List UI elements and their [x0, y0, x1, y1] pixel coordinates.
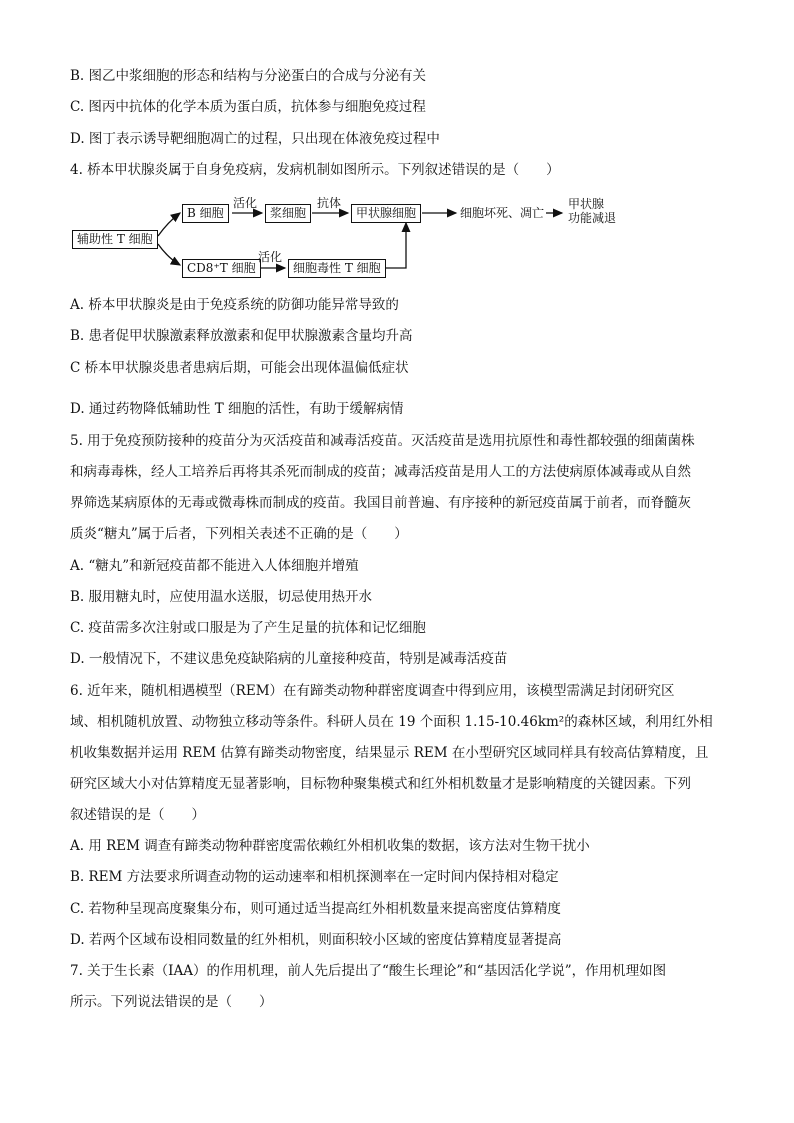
q5-stem-line2: 和病毒毒株，经人工培养后再将其杀死而制成的疫苗；减毒活疫苗是用人工的方法使病原体减毒或从自然 [70, 464, 691, 480]
q4-option-b: B. 患者促甲状腺激素释放激素和促甲状腺激素含量均升高 [70, 328, 413, 344]
antibody-label: 抗体 [317, 196, 342, 210]
q7-stem-line1: 7. 关于生长素（IAA）的作用机理，前人先后提出了“酸生长理论”和“基因活化学说”，作用机理如图 [70, 963, 667, 979]
arrow-helper-to-cd8 [158, 244, 180, 265]
q6-option-d: D. 若两个区域布设相同数量的红外相机，则面积较小区域的密度估算精度显著提高 [70, 932, 562, 948]
helper-t-cell-box: 辅助性 T 细胞 [72, 230, 158, 249]
thyroid-label-line1: 甲状腺 [568, 197, 605, 211]
q5-option-b: B. 服用糖丸时，应使用温水送服，切忌使用热开水 [70, 589, 373, 605]
q7-stem-line2: 所示。下列说法错误的是（ ） [70, 994, 273, 1010]
q6-stem-line2: 域、相机随机放置、动物独立移动等条件。科研人员在 19 个面积 1.15-10.46km²的森林区域，利用红外相 [70, 714, 713, 730]
q6-stem-line4: 研究区域大小对估算精度无显著影响，目标物种聚集模式和红外相机数量才是影响精度的关键因素。下列 [70, 776, 691, 792]
q5-stem-line4: 质炎“糖丸”属于后者，下列相关表述不正确的是（ ） [70, 526, 408, 542]
cytotoxic-t-cell-box: 细胞毒性 T 细胞 [288, 259, 386, 278]
q3-option-b: B. 图乙中浆细胞的形态和结构与分泌蛋白的合成与分泌有关 [70, 68, 427, 84]
function-decline-label: 功能减退 [568, 211, 617, 225]
q5-option-d: D. 一般情况下，不建议患免疫缺陷病的儿童接种疫苗，特别是减毒活疫苗 [70, 651, 508, 667]
q6-stem-line1: 6. 近年来，随机相遇模型（REM）在有蹄类动物种群密度调查中得到应用，该模型需满足封闭研究区 [70, 683, 675, 699]
b-cell-box: B 细胞 [182, 204, 229, 223]
immune-mechanism-diagram [72, 192, 632, 286]
q4-option-a: A. 桥本甲状腺炎是由于免疫系统的防御功能异常导致的 [70, 297, 399, 313]
q5-stem-line1: 5. 用于免疫预防接种的疫苗分为灭活疫苗和减毒活疫苗。灭活疫苗是选用抗原性和毒性都较强的细菌菌株 [70, 433, 695, 449]
q6-stem-line3: 机收集数据并运用 REM 估算有蹄类动物密度，结果显示 REM 在小型研究区域同样具有较高估算精度，且 [70, 745, 709, 761]
activate-label-2: 活化 [258, 250, 283, 264]
q4-option-d: D. 通过药物降低辅助性 T 细胞的活性，有助于缓解病情 [70, 401, 404, 417]
q3-option-c: C. 图丙中抗体的化学本质为蛋白质，抗体参与细胞免疫过程 [70, 99, 426, 115]
q5-stem-line3: 界筛选某病原体的无毒或微毒株而制成的疫苗。我国目前普遍、有序接种的新冠疫苗属于前者，而脊髓灰 [70, 495, 691, 511]
arrow-helper-to-b [158, 213, 180, 236]
q3-option-d: D. 图丁表示诱导靶细胞凋亡的过程，只出现在体液免疫过程中 [70, 131, 440, 147]
q6-stem-line5: 叙述错误的是（ ） [70, 807, 205, 823]
q4-stem: 4. 桥本甲状腺炎属于自身免疫病，发病机制如图所示。下列叙述错误的是（ ） [70, 162, 560, 178]
q5-option-c: C. 疫苗需多次注射或口服是为了产生足量的抗体和记忆细胞 [70, 620, 426, 636]
necrosis-apoptosis-label: 细胞坏死、凋亡 [460, 206, 545, 220]
thyroid-cell-box: 甲状腺细胞 [351, 204, 421, 223]
q4-option-c: C 桥本甲状腺炎患者患病后期，可能会出现体温偏低症状 [70, 360, 409, 376]
q5-option-a: A. “糖丸”和新冠疫苗都不能进入人体细胞并增殖 [70, 558, 359, 574]
q6-option-b: B. REM 方法要求所调查动物的运动速率和相机探测率在一定时间内保持相对稳定 [70, 869, 559, 885]
plasma-cell-box: 浆细胞 [265, 204, 311, 223]
activate-label-1: 活化 [233, 196, 258, 210]
q6-option-c: C. 若物种呈现高度聚集分布，则可通过适当提高红外相机数量来提高密度估算精度 [70, 901, 561, 917]
cd8-t-cell-box: CD8⁺T 细胞 [182, 259, 261, 278]
q6-option-a: A. 用 REM 调查有蹄类动物种群密度需依赖红外相机收集的数据，该方法对生物干扰小 [70, 838, 590, 854]
